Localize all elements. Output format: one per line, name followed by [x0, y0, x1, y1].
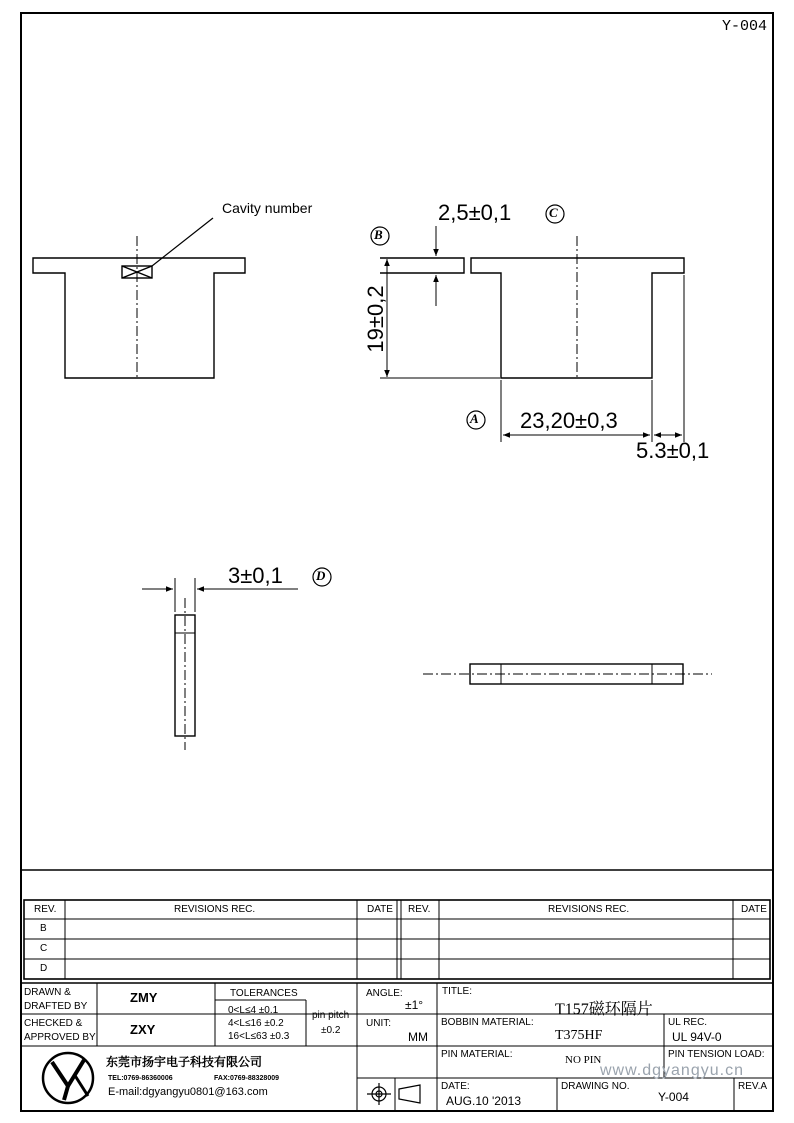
revision-grid [24, 900, 770, 979]
company-email: E-mail:dgyangyu0801@163.com [108, 1086, 268, 1098]
bobbin-value: T375HF [555, 1028, 603, 1043]
rev-row-c: C [40, 943, 48, 954]
bobbin-label: BOBBIN MATERIAL: [441, 1017, 534, 1028]
ul-value: UL 94V-0 [672, 1030, 722, 1044]
dim-flange-value: 5.3±0,1 [636, 438, 710, 463]
company-logo [43, 1053, 93, 1103]
datum-d-label: D [316, 568, 326, 583]
unit-label: UNIT: [366, 1018, 391, 1029]
side-view [142, 578, 298, 750]
tolerances-title: TOLERANCES [230, 988, 298, 999]
angle-value: ±1° [405, 998, 424, 1012]
dim-width-value: 23,20±0,3 [520, 408, 618, 433]
watermark: www.dgyangyu.cn [600, 1062, 744, 1079]
pin-pitch-value: ±0.2 [321, 1025, 341, 1036]
top-view [423, 664, 712, 684]
tolerance-rows: 0<L≤4 ±0.1 4<L≤16 ±0.2 16<L≤63 ±0.3 [228, 1005, 290, 1042]
rev-a-label: REV.A [738, 1081, 768, 1092]
date-header-left: DATE [367, 904, 393, 915]
company-tel: TEL:0769-86360006 [108, 1075, 173, 1082]
unit-value: MM [408, 1030, 428, 1044]
title-value: T157磁环隔片 [555, 1001, 653, 1018]
rec-header-left: REVISIONS REC. [174, 904, 256, 915]
drawn-value: ZMY [130, 990, 158, 1005]
company-name: 东莞市扬宇电子科技有限公司 [106, 1055, 263, 1069]
rev-row-b: B [40, 923, 47, 934]
cavity-label: Cavity number [222, 200, 313, 216]
date-header-right: DATE [741, 904, 767, 915]
date-label: DATE: [441, 1081, 470, 1092]
pin-tension-label: PIN TENSION LOAD: [668, 1049, 765, 1060]
datum-a-label: A [470, 411, 479, 426]
rec-header-right: REVISIONS REC. [548, 904, 630, 915]
pin-material-label: PIN MATERIAL: [441, 1049, 513, 1060]
company-fax: FAX:0769-88328009 [214, 1075, 279, 1082]
checked-label: CHECKED & APPROVED BY [24, 1018, 96, 1043]
doc-code: Y-004 [722, 18, 768, 35]
dim-c-value: 2,5±0,1 [438, 200, 512, 225]
dim-height-value: 19±0,2 [363, 285, 388, 353]
rev-header-right: REV. [408, 904, 431, 915]
drawing-no-label: DRAWING NO. [561, 1081, 630, 1092]
pin-pitch-label: pin pitch [312, 1010, 350, 1021]
datum-c-label: C [549, 205, 558, 220]
drawing-no-value: Y-004 [658, 1090, 689, 1104]
ul-label: UL REC. [668, 1017, 708, 1028]
drawn-label: DRAWN & DRAFTED BY [24, 987, 88, 1012]
front-view [33, 218, 245, 378]
pin-material-value: NO PIN [565, 1054, 602, 1066]
rev-header-left: REV. [34, 904, 57, 915]
angle-label: ANGLE: [366, 988, 403, 999]
date-value: AUG.10 '2013 [446, 1094, 522, 1108]
projection-symbol [367, 1083, 420, 1105]
rev-row-d: D [40, 963, 48, 974]
datum-b-label: B [374, 227, 383, 242]
dim-d-value: 3±0,1 [228, 563, 283, 588]
title-label: TITLE: [442, 986, 473, 997]
checked-value: ZXY [130, 1022, 156, 1037]
